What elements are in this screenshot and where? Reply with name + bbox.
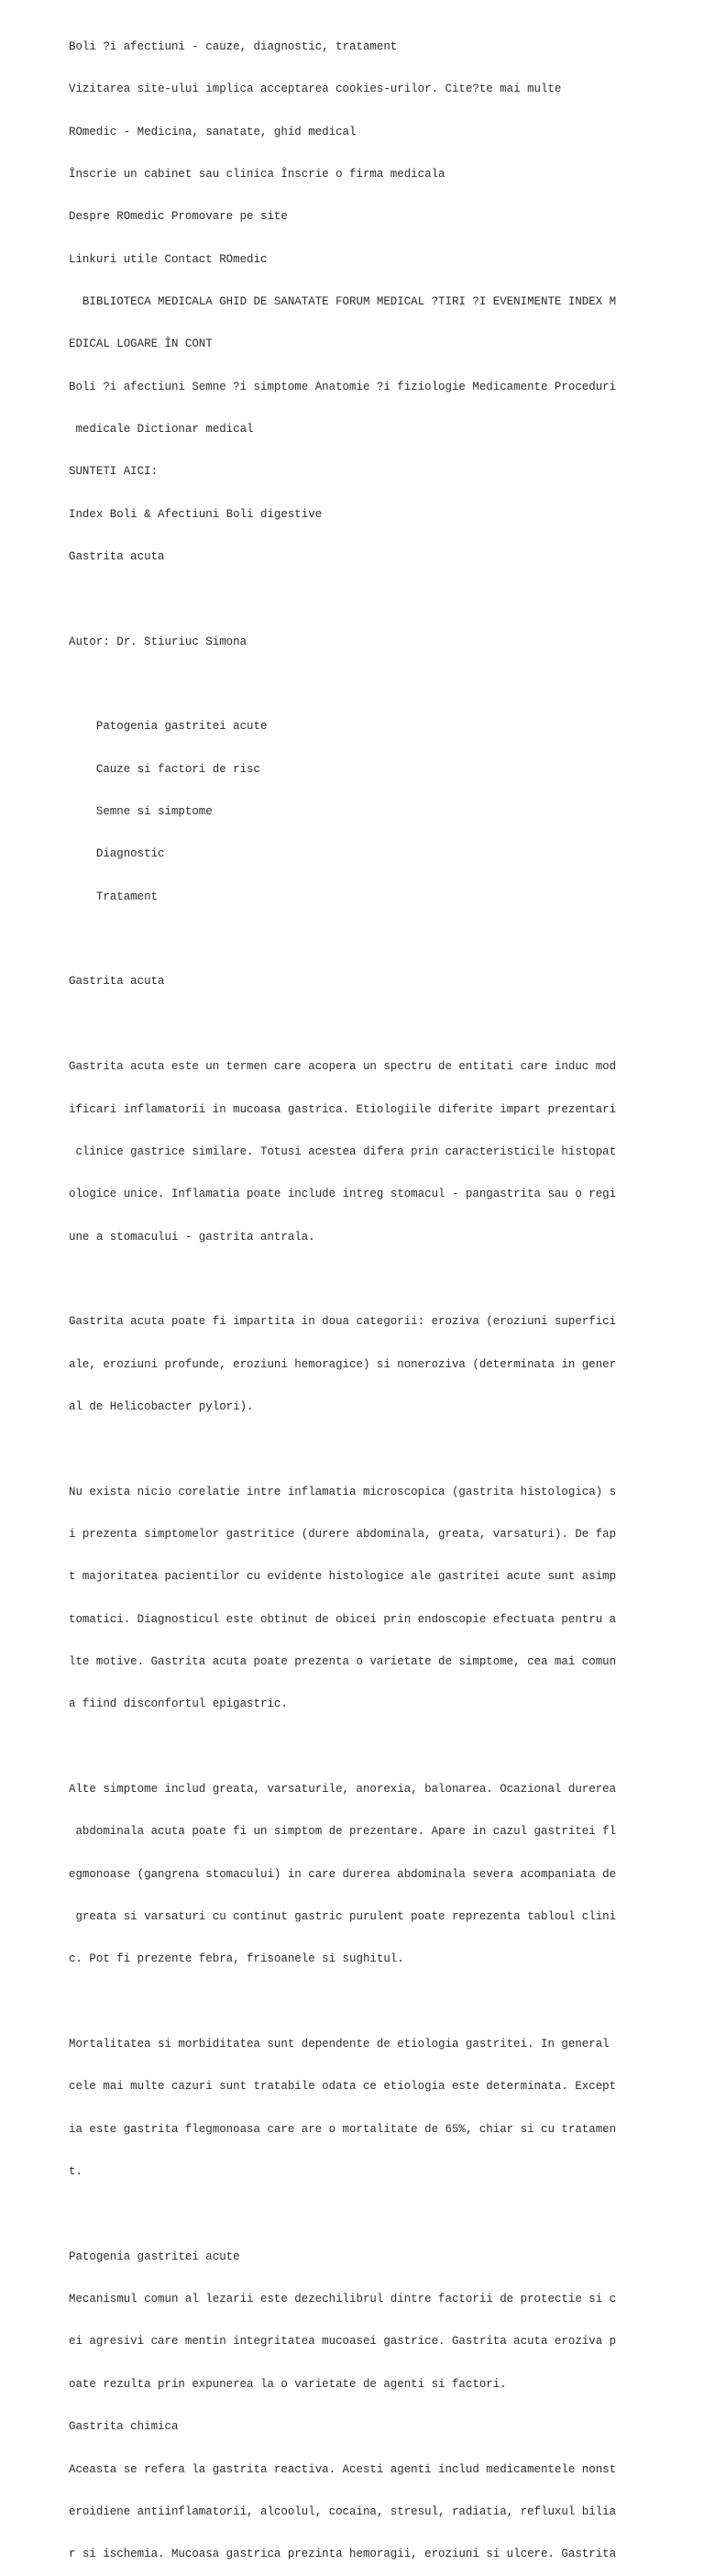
paragraph-line: ei agresivi care mentin integritatea mucoasei gastrice. Gastrita acuta eroziva p <box>69 2335 617 2349</box>
subsection-title: Gastrita chimica <box>69 2420 179 2434</box>
paragraph-line: greata si varsaturi cu continut gastric purulent poate reprezenta tabloul clini <box>69 1910 617 1924</box>
paragraph-line: i prezenta simptomelor gastritice (durere abdominala, greata, varsaturi). De fap <box>69 1527 617 1541</box>
site-name-link[interactable]: ROmedic - Medicina, sanatate, ghid medical <box>69 125 357 138</box>
toc-item[interactable]: Diagnostic <box>69 847 165 861</box>
breadcrumb-current: Gastrita acuta <box>69 550 165 564</box>
paragraph-line: ificari inflamatorii in mucoasa gastrica. Etiologiile diferite impart prezentari <box>69 1102 617 1116</box>
blank-line <box>69 1741 619 1754</box>
paragraph-line: clinice gastrice similare. Totusi acestea difera prin caracteristicile histopat <box>69 1144 617 1158</box>
section-title: Patogenia gastritei acute <box>69 2250 240 2263</box>
paragraph-line: Mecanismul comun al lezarii este dezechilibrul dintre factorii de protectie si c <box>69 2293 617 2306</box>
paragraph-line: r si ischemia. Mucoasa gastrica prezinta hemoragii, eroziuni si ulcere. Gastrita <box>69 2548 617 2561</box>
toc-item[interactable]: Semne si simptome <box>69 805 213 819</box>
paragraph-line: t. <box>69 2165 82 2179</box>
util-links[interactable]: Linkuri utile Contact ROmedic <box>69 252 268 266</box>
article-title: Gastrita acuta <box>69 975 165 989</box>
paragraph-line: a fiind disconfortul epigastric. <box>69 1697 288 1711</box>
paragraph-line: ia este gastrita flegmonoasa care are o mortalitate de 65%, chiar si cu tratamen <box>69 2122 617 2136</box>
paragraph-line: oate rezulta prin expunerea la o varietate de agenti si factori. <box>69 2377 507 2391</box>
blank-line <box>69 1996 619 2009</box>
cookies-notice[interactable]: Vizitarea site-ului implica acceptarea cookies-urilor. Cite?te mai multe <box>69 83 562 96</box>
sub-nav-line[interactable]: Boli ?i afectiuni Semne ?i simptome Anatomie ?i fiziologie Medicamente Proceduri <box>69 380 617 393</box>
toc-item[interactable]: Cauze si factori de risc <box>69 762 260 776</box>
about-links[interactable]: Despre ROmedic Promovare pe site <box>69 210 288 224</box>
paragraph-line: tomatici. Diagnosticul este obtinut de obicei prin endoscopie efectuata pentru a <box>69 1612 617 1626</box>
main-nav-line[interactable]: EDICAL LOGARE ÎN CONT <box>69 337 213 351</box>
paragraph-line: t majoritatea pacientilor cu evidente histologice ale gastritei acute sunt asimp <box>69 1570 617 1584</box>
paragraph-line: ale, eroziuni profunde, eroziuni hemoragice) si noneroziva (determinata in gener <box>69 1357 617 1371</box>
blank-line <box>69 1273 619 1287</box>
breadcrumb-trail[interactable]: Index Boli & Afectiuni Boli digestive <box>69 507 323 521</box>
sub-nav-line[interactable]: medicale Dictionar medical <box>69 423 254 436</box>
paragraph-line: Gastrita acuta este un termen care acopera un spectru de entitati care induc mod <box>69 1060 617 1074</box>
toc-item[interactable]: Tratament <box>69 890 159 903</box>
paragraph-line: une a stomacului - gastrita antrala. <box>69 1230 315 1244</box>
main-nav-line[interactable]: BIBLIOTECA MEDICALA GHID DE SANATATE FORUM MEDICAL ?TIRI ?I EVENIMENTE INDEX M <box>69 294 617 308</box>
paragraph-line: Nu exista nicio corelatie intre inflamatia microscopica (gastrita histologica) s <box>69 1485 617 1498</box>
blank-line <box>69 1018 619 1032</box>
document-body <box>69 12 619 2576</box>
author: Autor: Dr. Stiuriuc Simona <box>69 635 248 648</box>
paragraph-line: c. Pot fi prezente febra, frisoanele si sughitul. <box>69 1952 404 1966</box>
blank-line <box>69 1443 619 1456</box>
breadcrumb-label: SUNTETI AICI: <box>69 465 159 479</box>
paragraph-line: cele mai multe cazuri sunt tratabile odata ce etiologia este determinata. Except <box>69 2080 617 2094</box>
toc-item[interactable]: Patogenia gastritei acute <box>69 720 268 734</box>
blank-line <box>69 933 619 946</box>
blank-line <box>69 592 619 606</box>
blank-line <box>69 2207 619 2221</box>
paragraph-line: al de Helicobacter pylori). <box>69 1399 254 1413</box>
paragraph-line: lte motive. Gastrita acuta poate prezenta o varietate de simptome, cea mai comun <box>69 1654 617 1668</box>
paragraph-line: Alte simptome includ greata, varsaturile, anorexia, balonarea. Ocazional durerea <box>69 1783 617 1796</box>
paragraph-line: abdominala acuta poate fi un simptom de prezentare. Apare in cazul gastritei fl <box>69 1825 617 1839</box>
paragraph-line: eroidiene antiinflamatorii, alcoolul, cocaina, stresul, radiatia, refluxul bilia <box>69 2504 617 2518</box>
paragraph-line: egmonoase (gangrena stomacului) in care durerea abdominala severa acompaniata de <box>69 1867 617 1881</box>
paragraph-line: Aceasta se refera la gastrita reactiva. Acesti agenti includ medicamentele nonst <box>69 2462 617 2476</box>
signup-links[interactable]: Înscrie un cabinet sau clinica Înscrie o firma medicala <box>69 167 446 181</box>
paragraph-line: Gastrita acuta poate fi impartita in doua categorii: eroziva (eroziuni superfici <box>69 1315 617 1329</box>
blank-line <box>69 678 619 691</box>
paragraph-line: Mortalitatea si morbiditatea sunt dependente de etiologia gastritei. In general <box>69 2038 610 2051</box>
page-title: Boli ?i afectiuni - cauze, diagnostic, tratament <box>69 39 398 53</box>
paragraph-line: ologice unice. Inflamatia poate include intreg stomacul - pangastrita sau o regi <box>69 1188 617 1201</box>
